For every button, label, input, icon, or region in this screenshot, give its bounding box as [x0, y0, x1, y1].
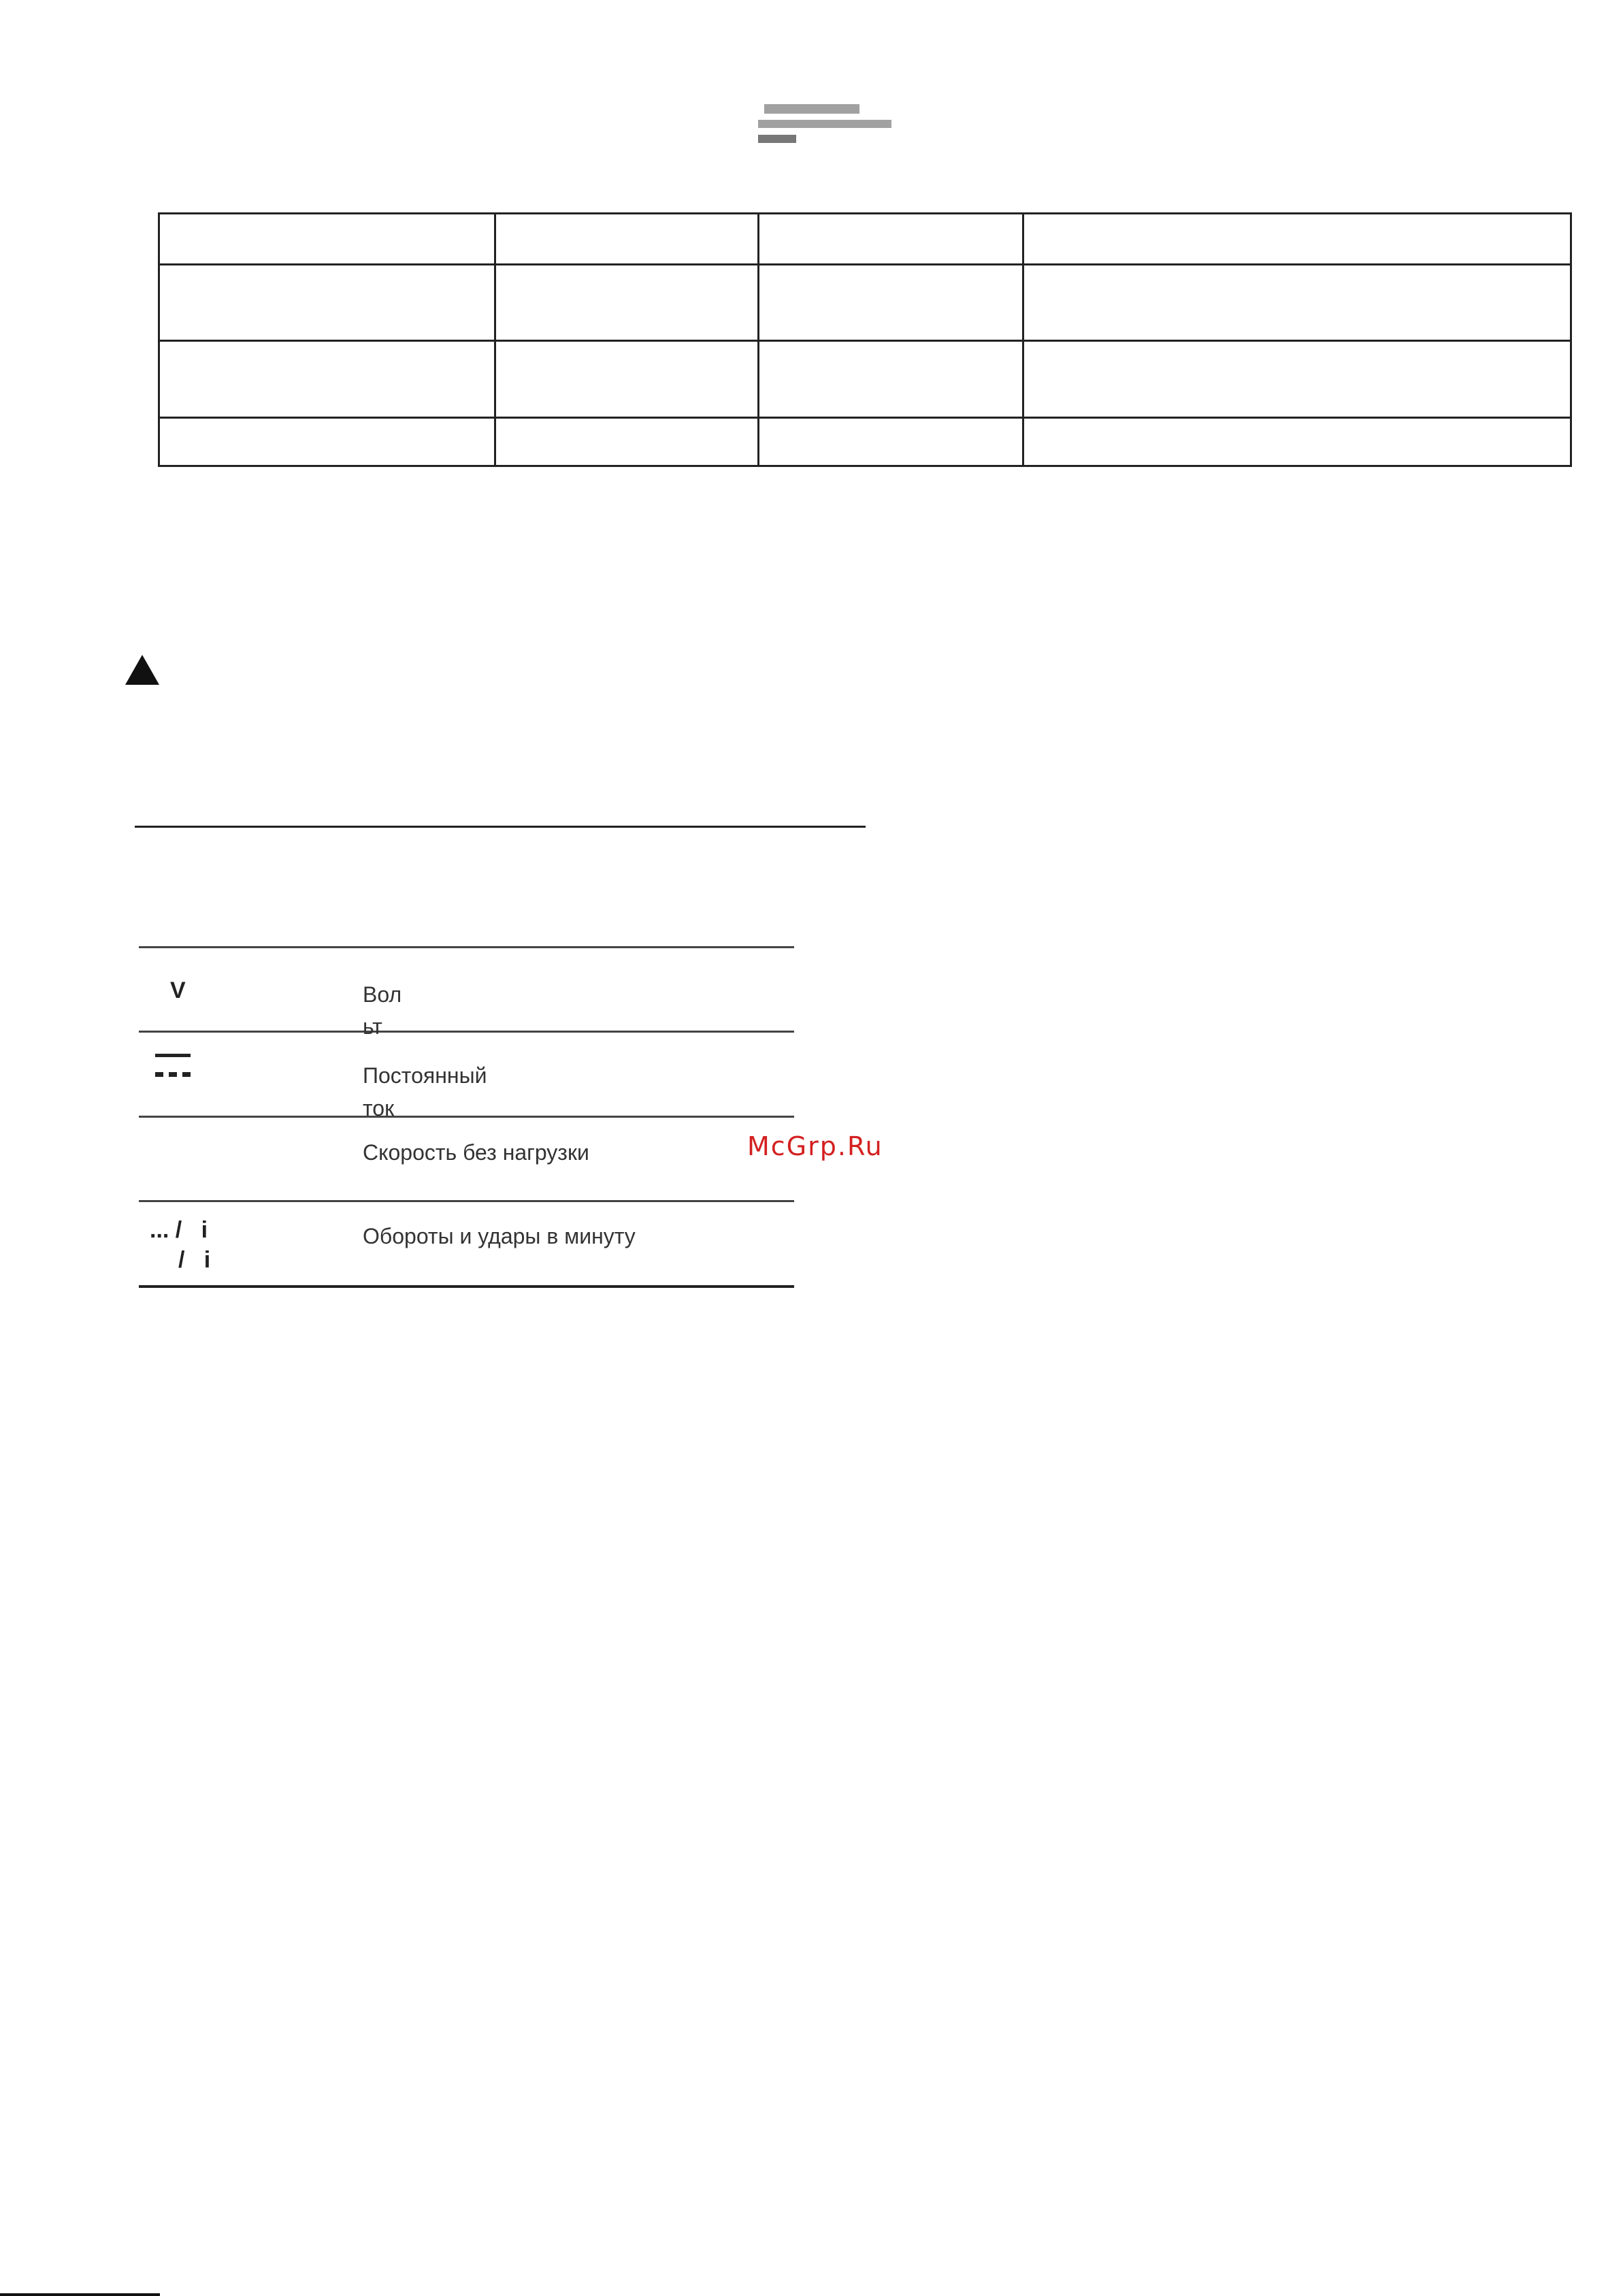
section-underline: [135, 826, 866, 828]
table-row: [159, 214, 1571, 265]
footer-rule: [0, 2293, 160, 2296]
symbol-meaning: Постоянный: [363, 1063, 487, 1088]
divider: [139, 1116, 794, 1118]
table-row: [159, 265, 1571, 341]
direct-current-icon: [155, 1054, 191, 1081]
divider: [139, 1200, 794, 1202]
divider: [139, 946, 794, 948]
warning-triangle-icon: [124, 653, 161, 686]
divider: [139, 1031, 794, 1033]
symbol-meaning: Обороты и удары в минуту: [363, 1224, 636, 1248]
bpm-symbol: / i: [178, 1247, 211, 1273]
table-row: [159, 418, 1571, 466]
symbol-meaning: Вол: [363, 982, 402, 1007]
divider: [139, 1285, 794, 1288]
table-row: [159, 341, 1571, 418]
spec-table: [158, 212, 1572, 467]
symbol-meaning: ьт: [363, 1014, 382, 1039]
watermark: McGrp.Ru: [747, 1131, 883, 1161]
symbol-meaning: Скорость без нагрузки: [363, 1140, 589, 1165]
volt-symbol: V: [170, 977, 186, 1003]
symbol-meaning: ток: [363, 1096, 395, 1120]
rpm-symbol: ... / i: [150, 1217, 208, 1243]
